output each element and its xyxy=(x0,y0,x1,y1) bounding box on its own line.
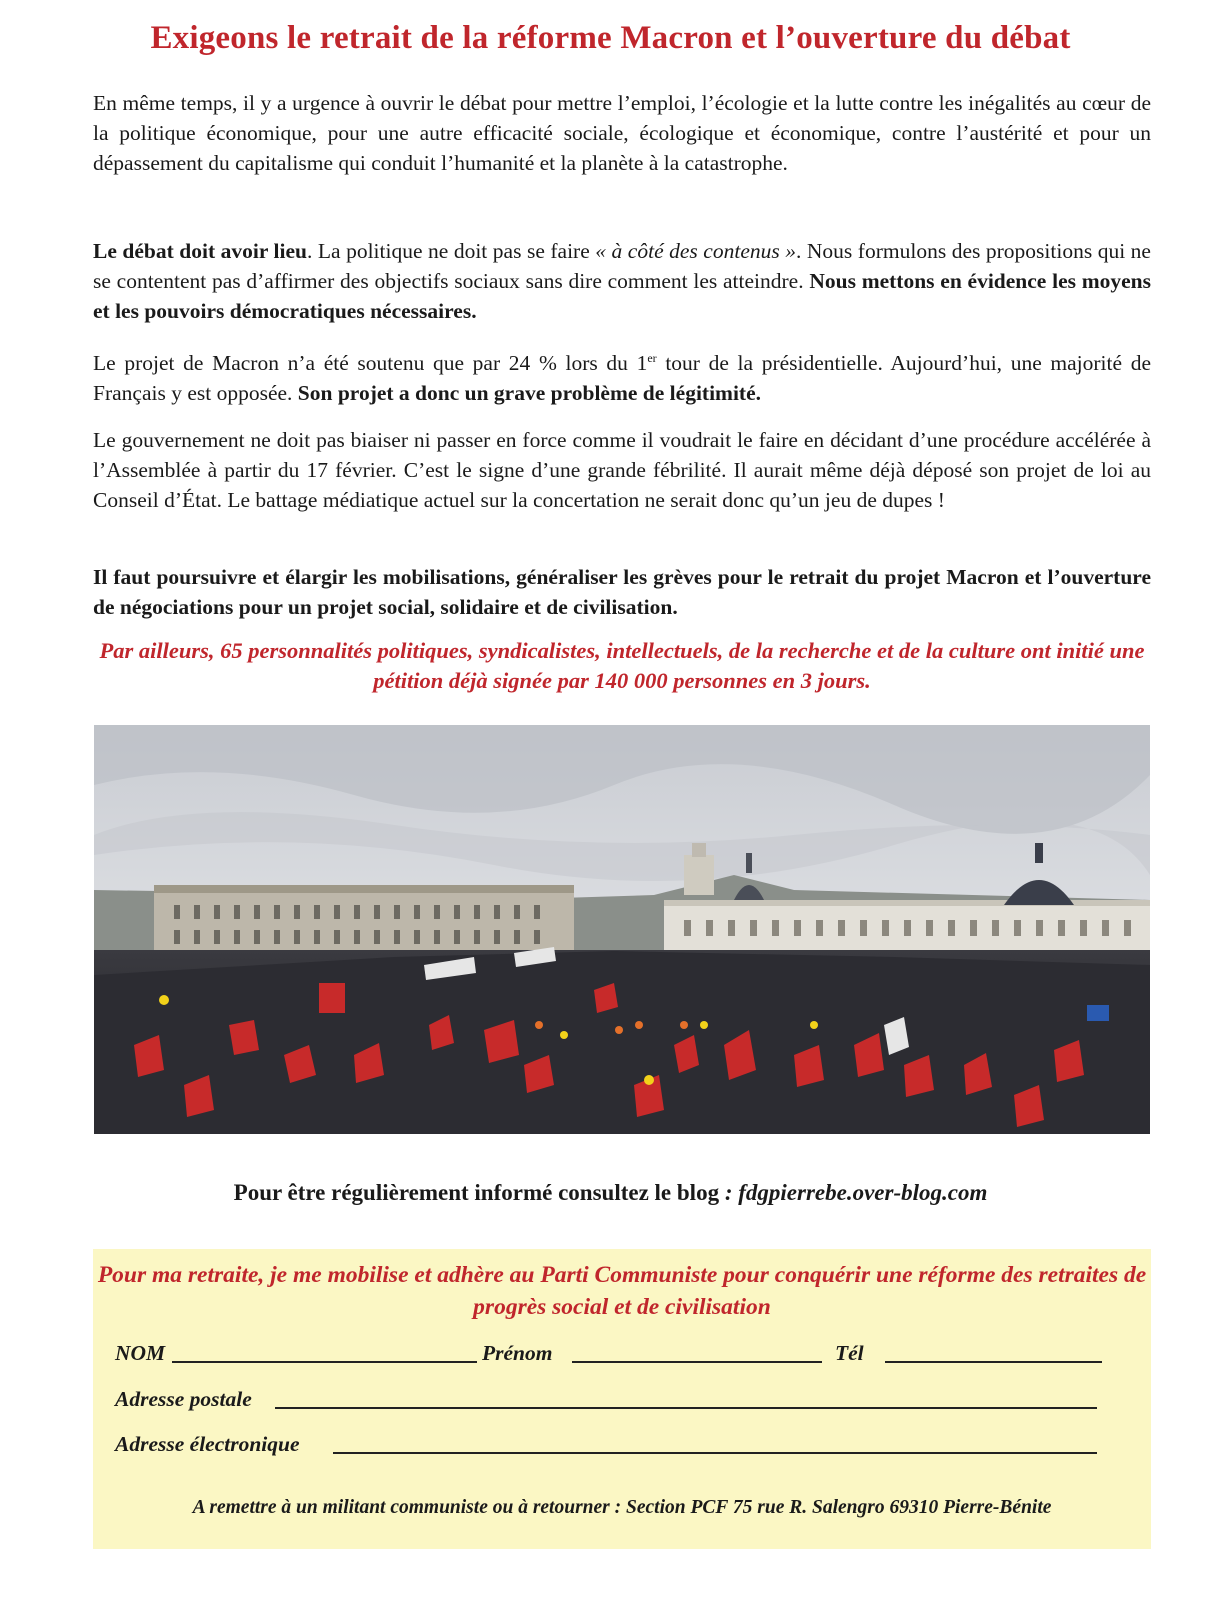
blog-text: Pour être régulièrement informé consultez le blog xyxy=(233,1180,725,1205)
debat-text-a: . La politique ne doit pas se faire xyxy=(306,239,596,263)
adresse-electronique-label: Adresse électronique xyxy=(115,1432,300,1456)
adresse-postale-field[interactable] xyxy=(275,1387,1097,1409)
demonstration-photo xyxy=(94,725,1150,1134)
prenom-label: Prénom xyxy=(482,1341,553,1365)
adresse-electronique-field[interactable] xyxy=(333,1432,1097,1454)
legitimite-bold-end: Son projet a donc un grave problème de légitimité. xyxy=(297,381,762,405)
tel-label: Tél xyxy=(835,1341,864,1365)
prenom-field[interactable] xyxy=(572,1341,822,1363)
paragraph-gouvernement: Le gouvernement ne doit pas biaiser ni passer en force comme il voudrait le faire en décidant d’une procédure accélérée à l’Assemblée à partir du 17 février. C’est le signe d’une grande fébrilité. Il aurait même déjà déposé son projet de loi au Conseil d’État. Le battage médiatique actuel sur la concertation ne serait donc qu’un jeu de dupes ! xyxy=(93,428,1151,512)
paragraph-urgence: En même temps, il y a urgence à ouvrir le débat pour mettre l’emploi, l’écologie et la lutte contre les inégalités au cœur de la politique économique, pour une autre efficacité sociale, écologique et économique, contre l’austérité et pour un dépassement du capitalisme qui conduit l’humanité et la planète à la catastrophe. xyxy=(93,91,1151,175)
return-address-note: A remettre à un militant communiste ou à retourner : Section PCF 75 rue R. Salengro 69310 Pierre-Bénite xyxy=(192,1497,1052,1518)
form-header: Pour ma retraite, je me mobilise et adhère au Parti Communiste pour conquérir une réforme des retraites de progrès social et de civilisation xyxy=(97,1262,1147,1320)
paragraph-debat xyxy=(93,236,1151,326)
tel-field[interactable] xyxy=(885,1341,1102,1363)
legitimite-sup: er xyxy=(647,350,657,365)
paragraph-legitimite xyxy=(93,348,1151,408)
blog-info xyxy=(60,1180,1161,1206)
membership-form xyxy=(93,1249,1151,1549)
debat-bold-start: Le débat doit avoir lieu xyxy=(93,239,307,263)
debat-quote: « à côté des contenus » xyxy=(595,239,796,263)
blog-url: fdgpierrebe.over-blog.com xyxy=(738,1180,988,1205)
debat-text-b: . Nous formulons des propositions qui ne se contentent pas d’affirmer des objectifs sociaux sans dire comment les atteindre. xyxy=(93,239,1151,293)
nom-label: NOM xyxy=(115,1341,166,1365)
page-title: Exigeons le retrait de la réforme Macron et l’ouverture du débat xyxy=(150,20,1071,56)
blog-colon: : xyxy=(724,1180,739,1205)
debat-bold-end: Nous mettons en évidence les moyens et les pouvoirs démocratiques nécessaires. xyxy=(93,269,1151,323)
nom-field[interactable] xyxy=(172,1341,477,1363)
adresse-postale-label: Adresse postale xyxy=(115,1387,252,1411)
legitimite-text-b: tour de la présidentielle. Aujourd’hui, une majorité de Français y est opposée. xyxy=(93,351,1151,405)
legitimite-text-a: Le projet de Macron n’a été soutenu que par 24 % lors du 1 xyxy=(93,351,648,375)
paragraph-mobilisation: Il faut poursuivre et élargir les mobilisations, généraliser les grèves pour le retrait du projet Macron et l’ouverture de négociations pour un projet social, solidaire et de civilisation. xyxy=(93,565,1151,619)
petition-callout: Par ailleurs, 65 personnalités politiques, syndicalistes, intellectuels, de la recherche et de la culture ont initié une pétition déjà signée par 140 000 personnes en 3 jours. xyxy=(99,638,1145,693)
